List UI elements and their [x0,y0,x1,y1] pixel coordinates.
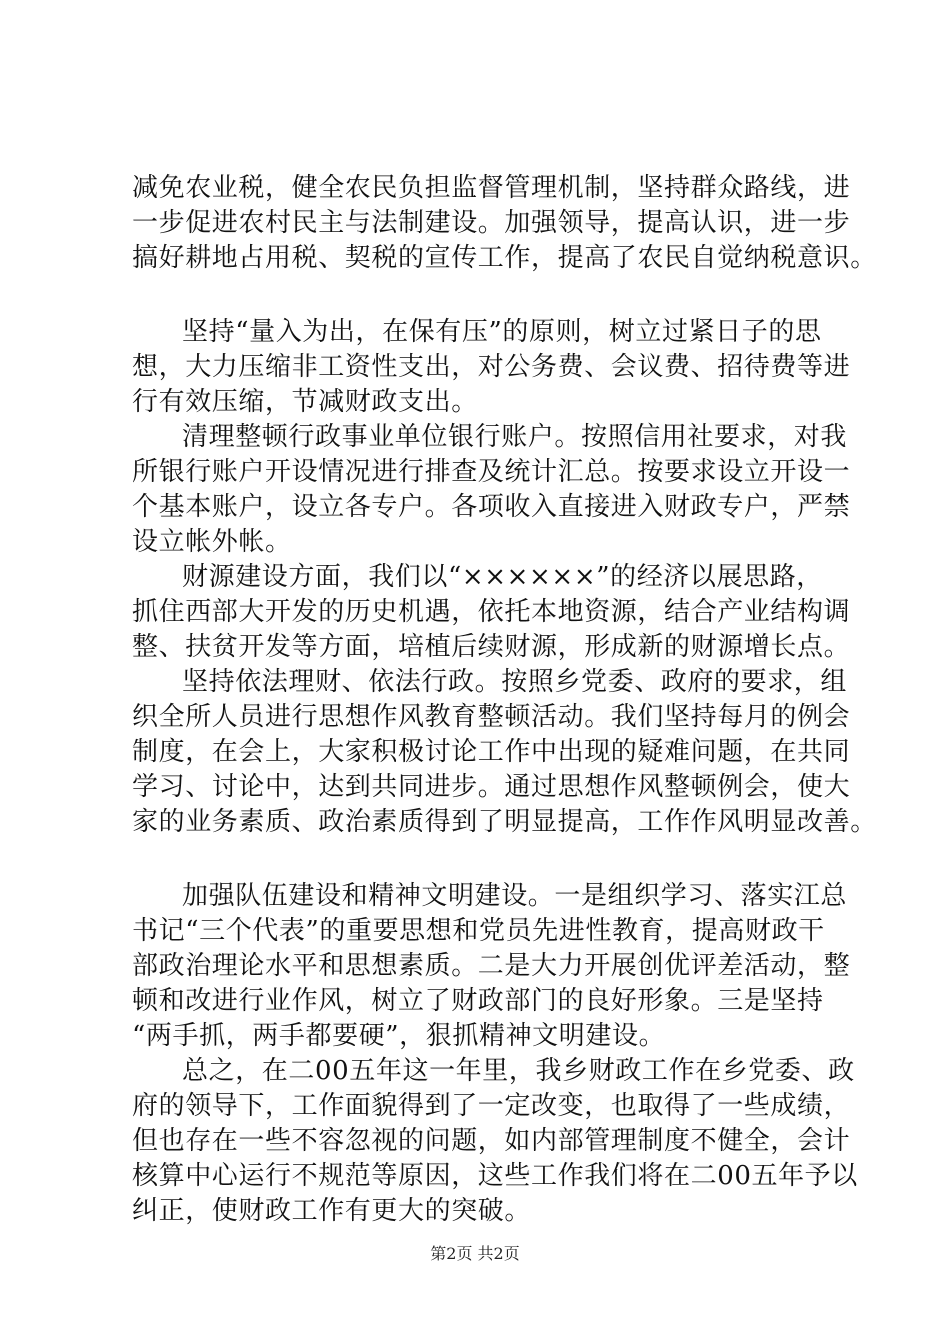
page-number-footer: 第2页 共2页 [430,1244,520,1263]
paragraph-line: 财源建设方面，我们以“××××××”的经济以展思路， [182,562,823,592]
paragraph-line: 个基本账户，设立各专户。各项收入直接进入财政专户，严禁 [132,492,851,522]
paragraph-line: 减免农业税，健全农民负担监督管理机制，坚持群众路线，进 [132,173,851,203]
paragraph-tax-reduction [132,171,877,276]
paragraph-line: “两手抓，两手都要硬”，狠抓精神文明建设。 [132,1021,666,1051]
paragraph-line: 一步促进农村民主与法制建设。加强领导，提高认识，进一步 [132,208,851,238]
paragraph-line: 书记“三个代表”的重要思想和党员先进性教育，提高财政干 [132,916,825,946]
paragraph-bank-accounts [132,420,851,560]
paragraph-line: 整、扶贫开发等方面，培植后续财源，形成新的财源增长点。 [132,632,851,662]
paragraph-spacer [132,840,832,879]
paragraph-line: 总之，在二00五年这一年里，我乡财政工作在乡党委、政 [182,1056,855,1086]
paragraph-line: 坚持依法理财、依法行政。按照乡党委、政府的要求，组 [182,667,848,697]
paragraph-line: 学习、讨论中，达到共同进步。通过思想作风整顿例会，使大 [132,772,851,802]
paragraph-line: 坚持“量入为出，在保有压”的原则，树立过紧日子的思 [182,317,822,347]
paragraph-lawful-finance [132,665,877,840]
paragraph-summary [132,1054,858,1229]
paragraph-line: 加强队伍建设和精神文明建设。一是组织学习、落实江总 [182,881,848,911]
paragraph-team-building [132,879,851,1054]
paragraph-line: 家的业务素质、政治素质得到了明显提高，工作作风明显改善。 [132,807,877,837]
paragraph-line: 制度，在会上，大家积极讨论工作中出现的疑难问题，在共同 [132,737,851,767]
paragraph-line: 纠正，使财政工作有更大的突破。 [132,1196,532,1226]
paragraph-line: 府的领导下，工作面貌得到了一定改变，也取得了一些成绩， [132,1091,851,1121]
paragraph-line: 搞好耕地占用税、契税的宣传工作，提高了农民自觉纳税意识。 [132,243,877,273]
paragraph-spending-control [132,315,851,420]
paragraph-line: 想，大力压缩非工资性支出，对公务费、会议费、招待费等进 [132,352,851,382]
paragraph-line: 但也存在一些不容忽视的问题，如内部管理制度不健全，会计 [132,1126,851,1156]
paragraph-line: 所银行账户开设情况进行排查及统计汇总。按要求设立开设一 [132,457,851,487]
paragraph-line: 部政治理论水平和思想素质。二是大力开展创优评差活动，整 [132,951,851,981]
paragraph-line: 顿和改进行业作风，树立了财政部门的良好形象。三是坚持 [132,986,824,1016]
paragraph-line: 织全所人员进行思想作风教育整顿活动。我们坚持每月的例会 [132,702,851,732]
paragraph-line: 行有效压缩，节减财政支出。 [132,387,478,417]
paragraph-revenue-sources [132,560,851,665]
paragraph-line: 清理整顿行政事业单位银行账户。按照信用社要求，对我 [182,422,848,452]
paragraph-line: 设立帐外帐。 [132,527,292,557]
document-body [132,171,877,1229]
paragraph-spacer [132,276,832,315]
paragraph-line: 核算中心运行不规范等原因，这些工作我们将在二00五年予以 [132,1161,858,1191]
paragraph-line: 抓住西部大开发的历史机遇，依托本地资源，结合产业结构调 [132,597,851,627]
